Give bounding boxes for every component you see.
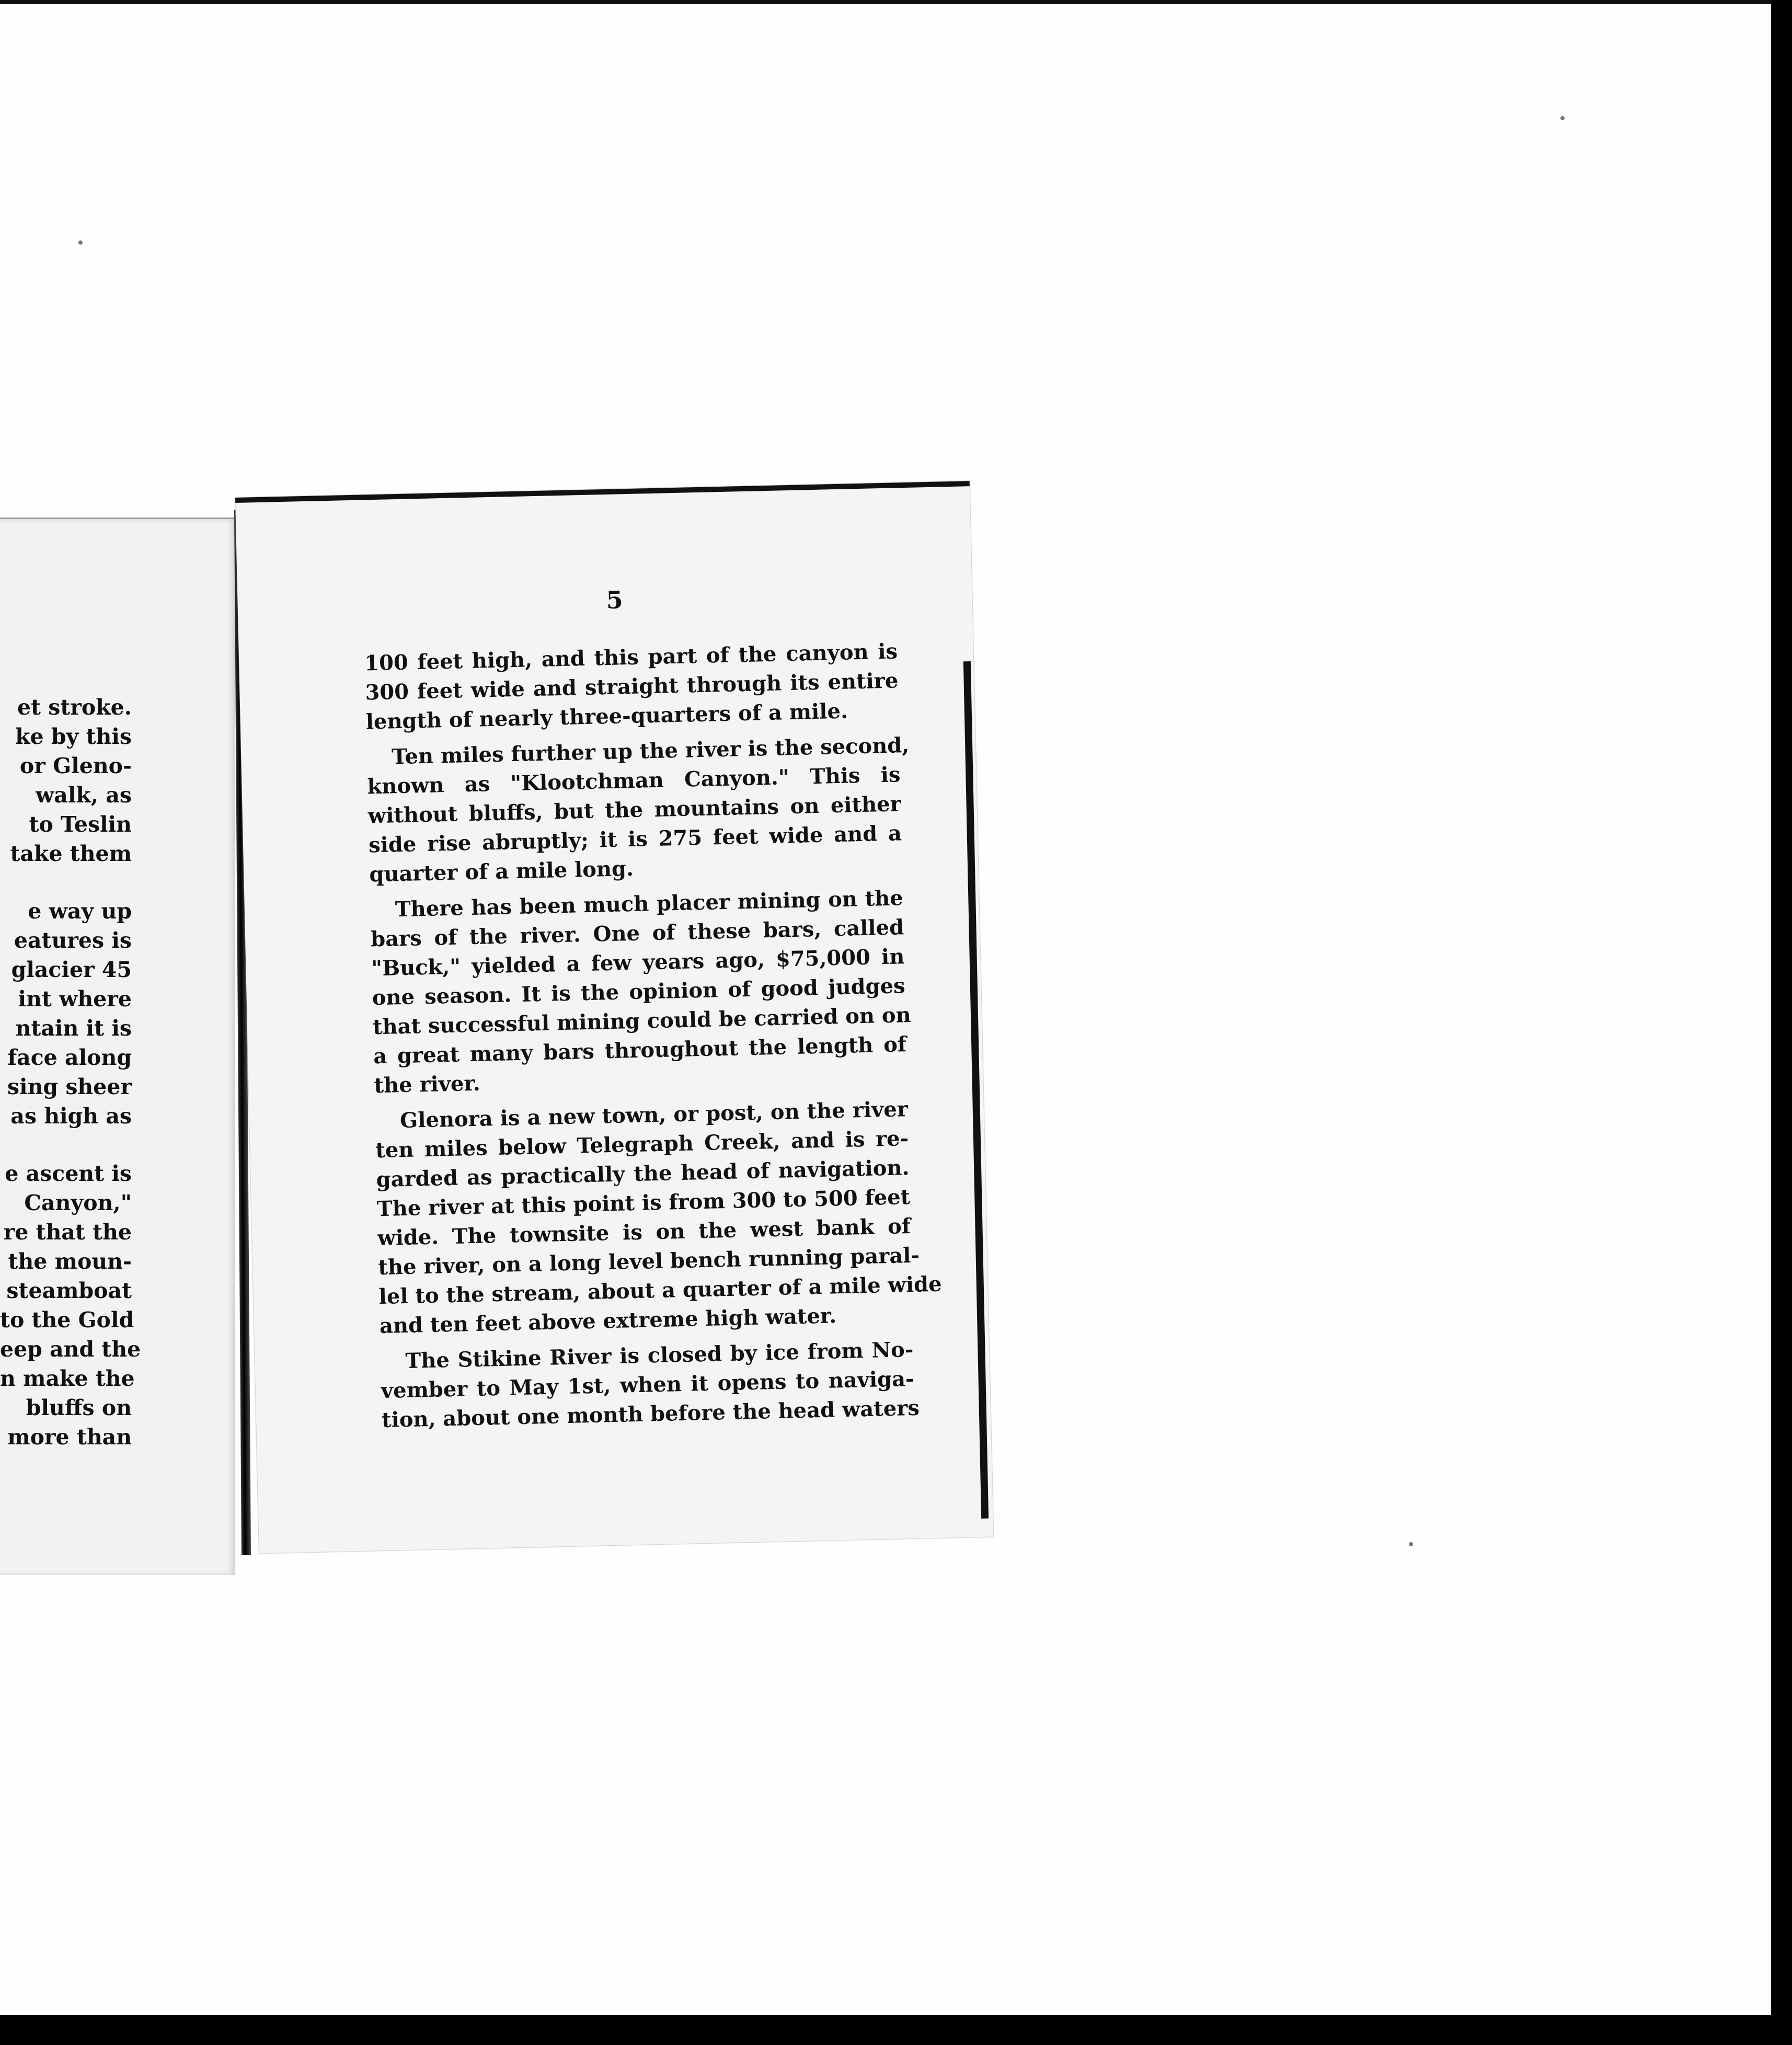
text-line: the moun- [8, 1249, 132, 1274]
paragraph [364, 637, 900, 737]
text-line: ke by this [15, 724, 132, 749]
text-line: take them [10, 841, 132, 866]
text-line: the river. [374, 1071, 481, 1098]
text-line: 100 feet high, and this part of the canyon is [364, 639, 898, 676]
text-line: known as "Klootchman Canyon." This is [367, 762, 901, 799]
text-line: bars of the river. One of these bars, called [370, 915, 904, 952]
text-line: e way up [28, 899, 132, 924]
text-line: one season. It is the opinion of good judges [372, 973, 906, 1010]
text-line: that successful mining could be carried on on [372, 1002, 912, 1040]
text-line: or Gleno- [19, 753, 132, 778]
scan-right-edge [1771, 0, 1792, 2045]
text-line: glacier 45 [11, 957, 132, 982]
page-body-text [364, 637, 943, 1435]
dust-speck [1560, 116, 1565, 120]
text-line: The Stikine River is closed by ice from No- [405, 1337, 914, 1374]
text-line: eep and the [0, 1337, 141, 1362]
text-line: ten miles below Telegraph Creek, and is re- [375, 1126, 909, 1163]
text-line: 300 feet wide and straight through its entire [364, 668, 899, 705]
text-line: Canyon," [24, 1190, 132, 1215]
text-line: as high as [10, 1104, 132, 1129]
text-line: vember to May 1st, when it opens to naviga- [381, 1366, 915, 1404]
text-line: There has been much placer mining on the [395, 886, 904, 922]
paragraph-gap [0, 1131, 132, 1159]
text-line: Glenora is a new town, or post, on the river [399, 1097, 909, 1133]
text-line: length of nearly three-quarters of a mile. [365, 698, 848, 734]
text-line: int where [18, 986, 132, 1012]
scan-top-edge [0, 0, 1792, 4]
dust-speck [1409, 1542, 1413, 1546]
text-line: lel to the stream, about a quarter of a mile wide [378, 1271, 943, 1309]
text-line: bluffs on [26, 1395, 132, 1420]
text-line: more than [7, 1424, 132, 1450]
paragraph-gap [0, 868, 132, 897]
text-line: without bluffs, but the mountains on either [367, 791, 902, 829]
text-line: to the Gold [0, 1307, 134, 1332]
paragraph [370, 883, 912, 1100]
scan-bottom-edge [0, 2015, 1792, 2045]
text-line: quarter of a mile long. [369, 856, 634, 887]
text-line: ntain it is [15, 1016, 132, 1041]
paragraph [366, 731, 910, 889]
text-line: The river at this point is from 300 to 500 feet [376, 1185, 911, 1222]
dust-speck [78, 240, 83, 245]
text-line: "Buck," yielded a few years ago, $75,000 in [371, 944, 905, 981]
text-line: e ascent is [5, 1161, 132, 1186]
text-line: the river, on a long level bench running paral- [377, 1243, 920, 1280]
text-line: Ten miles further up the river is the second, [391, 732, 910, 769]
text-line: garded as practically the head of navigation. [376, 1155, 910, 1192]
paragraph [380, 1335, 920, 1435]
text-line: face along [7, 1045, 132, 1070]
text-line: and ten feet above extreme high water. [379, 1303, 837, 1339]
text-line: et stroke. [17, 695, 132, 720]
text-line: sing sheer [7, 1074, 132, 1099]
text-line: wide. The townsite is on the west bank of [377, 1214, 911, 1251]
text-line: side rise abruptly; it is 275 feet wide and a [368, 821, 902, 858]
text-line: a great many bars throughout the length of [373, 1032, 907, 1069]
text-line: to Teslin [29, 812, 132, 837]
text-line: tion, about one month before the head waters [381, 1395, 920, 1433]
page-number: 5 [606, 585, 624, 614]
text-line: n make the [0, 1366, 135, 1391]
paragraph [375, 1095, 943, 1341]
text-line: eatures is [14, 928, 132, 953]
left-page-text [0, 693, 141, 1452]
text-line: steamboat [6, 1278, 132, 1303]
text-line: re that the [3, 1220, 132, 1245]
right-page [235, 481, 993, 1553]
text-line: walk, as [35, 783, 132, 808]
